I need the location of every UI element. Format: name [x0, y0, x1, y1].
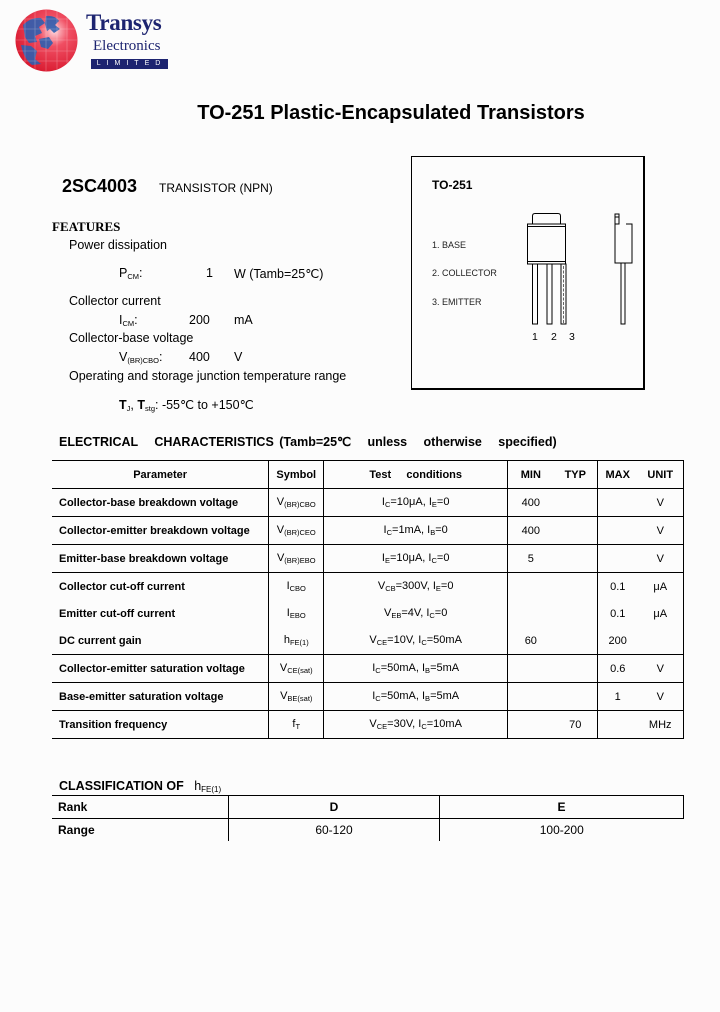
cond-subscript: C — [421, 722, 427, 731]
cond-value: =0 — [434, 607, 448, 619]
cell-symbol — [269, 517, 324, 545]
cell-unit: V — [637, 489, 683, 517]
symbol-subscript: CE(sat) — [287, 666, 313, 675]
cell-max — [598, 711, 638, 739]
cell-max: 0.6 — [598, 655, 638, 683]
symbol-main: V — [276, 552, 285, 564]
pin-label-emitter: 3. EMITTER — [432, 297, 482, 307]
cell-symbol — [269, 600, 324, 627]
cell-unit: V — [637, 683, 683, 711]
symbol-subscript: (BR)CBO — [284, 500, 316, 509]
cell-typ: 70 — [554, 711, 598, 739]
cell-test-conditions — [324, 545, 508, 573]
electrical-characteristics-table — [52, 460, 684, 739]
range-label: Range — [58, 823, 95, 837]
cell-typ — [554, 545, 598, 573]
symbol-main: V — [280, 690, 288, 702]
cell-test-conditions — [324, 711, 508, 739]
feature-current-unit: mA — [234, 313, 253, 327]
cond-value: =5mA — [430, 690, 460, 702]
feature-temp-range: $T_J$, $T_{stg}$: -55℃ to +150℃ — [119, 398, 254, 413]
cell-unit: V — [637, 545, 683, 573]
cell-test-conditions — [324, 655, 508, 683]
cond-symbol: I — [428, 496, 432, 508]
cond-subscript: B — [425, 694, 431, 703]
cell-typ — [554, 517, 598, 545]
cond-symbol: I — [421, 690, 426, 702]
symbol-main: h — [283, 634, 290, 646]
cell-min: 400 — [508, 489, 554, 517]
cond-subscript: CE — [376, 638, 388, 647]
cond-subscript: CE — [376, 722, 388, 731]
cond-symbol: I — [418, 718, 422, 730]
table-row — [52, 545, 684, 573]
symbol-subscript: T — [295, 722, 301, 731]
cond-value: =10μA, — [389, 552, 429, 564]
feature-temp-label: Operating and storage junction temperature range — [69, 369, 347, 383]
symbol-main: V — [276, 496, 285, 508]
rank-d: D — [229, 796, 440, 819]
cond-symbol: I — [418, 634, 422, 646]
cond-subscript: CB — [385, 584, 396, 593]
header-min: MIN — [508, 461, 554, 489]
cell-unit: V — [637, 655, 683, 683]
cell-typ — [554, 627, 598, 655]
cell-max — [598, 545, 638, 573]
logo-company-name: Transys — [86, 10, 162, 35]
cell-test-conditions — [324, 683, 508, 711]
cell-parameter: Base-emitter saturation voltage — [52, 683, 269, 711]
cond-symbol: V — [369, 634, 377, 646]
pin-label-base: 1. BASE — [432, 240, 467, 250]
cond-value: =50mA, — [380, 662, 422, 674]
cell-min: 400 — [508, 517, 554, 545]
cond-symbol: I — [426, 607, 430, 619]
cond-symbol: I — [381, 496, 385, 508]
header-typ: TYP — [554, 461, 598, 489]
symbol-subscript: FE(1) — [289, 638, 309, 647]
cell-max: 0.1 — [598, 573, 638, 601]
cell-min — [508, 600, 554, 627]
cond-subscript: C — [431, 556, 437, 565]
cell-min — [508, 683, 554, 711]
cond-subscript: C — [386, 528, 393, 537]
cond-value: =0 — [435, 524, 448, 536]
cell-test-conditions — [324, 517, 508, 545]
part-description: TRANSISTOR (NPN) — [159, 181, 273, 195]
cond-symbol: I — [383, 524, 387, 536]
feature-voltage-unit: V — [234, 350, 243, 364]
feature-current-value: 200 — [189, 313, 210, 327]
classification-range-row — [52, 819, 684, 842]
cell-parameter: Collector cut-off current — [59, 580, 185, 593]
cell-symbol — [269, 711, 324, 739]
features-heading: FEATURES — [52, 219, 121, 234]
cell-parameter: Collector-base breakdown voltage — [52, 489, 269, 517]
cell-parameter: Collector-emitter breakdown voltage — [52, 517, 269, 545]
cell-max: 0.1 — [598, 600, 638, 627]
symbol-main: I — [286, 580, 290, 592]
cond-value: =10V, — [387, 634, 419, 646]
cell-unit — [637, 627, 683, 655]
cond-value: =30V, — [387, 718, 419, 730]
cond-subscript: C — [429, 611, 435, 620]
cell-min — [508, 655, 554, 683]
cond-value: =50mA, — [380, 690, 422, 702]
cell-typ — [554, 655, 598, 683]
cond-value: =0 — [436, 552, 450, 564]
pin-number-3: 3 — [569, 331, 575, 343]
symbol-main: V — [279, 662, 288, 674]
cond-symbol: I — [372, 690, 376, 702]
table-row — [52, 711, 684, 739]
cond-subscript: B — [430, 528, 436, 537]
cell-typ — [554, 683, 598, 711]
cell-test-conditions — [324, 600, 508, 627]
cond-subscript: C — [375, 694, 381, 703]
cond-subscript: E — [435, 584, 441, 593]
feature-current-symbol: $I_{CM}$: — [119, 313, 138, 328]
symbol-subscript: EBO — [289, 611, 306, 620]
cond-value: =0 — [440, 580, 454, 592]
cell-unit: μA — [637, 600, 683, 627]
symbol-main: f — [292, 718, 296, 730]
table-row — [52, 600, 684, 627]
cond-value: =10mA — [426, 718, 462, 730]
cond-symbol: I — [372, 662, 376, 674]
cond-symbol: V — [377, 580, 386, 592]
part-number: 2SC4003 — [62, 176, 138, 196]
cell-symbol — [269, 573, 324, 601]
cond-value: =5mA — [430, 662, 460, 674]
cond-subscript: EB — [391, 611, 402, 620]
cond-subscript: E — [384, 556, 390, 565]
cell-test-conditions — [324, 627, 508, 655]
cell-min: 5 — [508, 545, 554, 573]
cond-symbol: I — [381, 552, 385, 564]
cell-symbol — [269, 655, 324, 683]
header-parameter: Parameter — [52, 461, 269, 489]
cell-symbol — [269, 489, 324, 517]
pin-number-2: 2 — [551, 331, 557, 343]
table-row — [52, 683, 684, 711]
cond-value: =0 — [436, 496, 450, 508]
table-row — [52, 489, 684, 517]
logo-limited-badge: LIMITED — [91, 59, 168, 69]
symbol-subscript: (BR)EBO — [284, 556, 316, 565]
cond-value: =10μA, — [390, 496, 429, 508]
feature-current-label: Collector current — [69, 294, 161, 308]
cell-test-conditions — [324, 573, 508, 601]
cell-min — [508, 711, 554, 739]
rank-e: E — [440, 796, 684, 819]
cell-typ — [554, 600, 598, 627]
cell-typ — [554, 489, 598, 517]
cond-symbol: I — [427, 524, 431, 536]
cell-max: 200 — [598, 627, 638, 655]
cell-symbol — [269, 627, 324, 655]
cond-value: =4V, — [401, 607, 427, 619]
header-unit: UNIT — [637, 461, 683, 489]
cell-unit: μA — [637, 573, 683, 601]
cell-typ — [554, 573, 598, 601]
cond-value: =1mA, — [392, 524, 428, 536]
cell-symbol — [269, 545, 324, 573]
cell-test-conditions — [324, 489, 508, 517]
globe-logo-icon — [15, 9, 78, 72]
rank-label: Rank — [52, 796, 229, 819]
feature-voltage-label: Collector-base voltage — [69, 331, 194, 345]
feature-power-unit: W (Tamb=25℃) — [234, 267, 324, 281]
cell-parameter: DC current gain — [52, 627, 269, 655]
cond-subscript: E — [431, 500, 437, 509]
cell-min — [508, 573, 554, 601]
cond-symbol: V — [369, 718, 377, 730]
table-row — [52, 655, 684, 683]
cell-parameter: Emitter cut-off current — [59, 607, 176, 620]
cell-unit: MHz — [637, 711, 683, 739]
cond-symbol: I — [421, 662, 426, 674]
package-name: TO-251 — [432, 178, 473, 192]
pin-label-collector: 2. COLLECTOR — [432, 268, 497, 278]
header-max: MAX — [598, 461, 638, 489]
cond-symbol: I — [428, 552, 432, 564]
cell-min: 60 — [508, 627, 554, 655]
cell-max — [598, 517, 638, 545]
cond-subscript: C — [375, 666, 381, 675]
header-test-conditions: Test conditions — [324, 461, 508, 489]
classification-rank-row — [52, 796, 684, 819]
cell-parameter: Collector-emitter saturation voltage — [52, 655, 269, 683]
cell-parameter: Emitter-base breakdown voltage — [52, 545, 269, 573]
electrical-characteristics-title: ELECTRICAL CHARACTERISTICS (Tamb=25℃ unless otherwise specified) — [59, 435, 557, 449]
to251-package-drawing-icon — [520, 210, 640, 330]
cell-max — [598, 489, 638, 517]
cond-symbol: V — [383, 607, 392, 619]
cond-value: =50mA — [426, 634, 462, 646]
symbol-subscript: (BR)CEO — [284, 528, 316, 537]
symbol-main: I — [286, 607, 290, 619]
symbol-subscript: CBO — [289, 584, 306, 593]
range-d: 60-120 — [229, 819, 440, 842]
cell-parameter: Transition frequency — [52, 711, 269, 739]
cond-symbol: I — [432, 580, 436, 592]
page-title: TO-251 Plastic-Encapsulated Transistors — [197, 102, 585, 124]
pin-number-1: 1 — [532, 331, 538, 343]
cell-symbol — [269, 683, 324, 711]
feature-power-label: Power dissipation — [69, 238, 167, 252]
cell-max: 1 — [598, 683, 638, 711]
table-row — [52, 573, 684, 601]
classification-title: CLASSIFICATION OF hFE(1) — [59, 779, 222, 794]
table-row — [52, 627, 684, 655]
cond-value: =300V, — [395, 580, 433, 592]
cond-subscript: C — [421, 638, 427, 647]
logo-division: Electronics — [93, 38, 161, 54]
cell-unit: V — [637, 517, 683, 545]
classification-table — [52, 795, 684, 841]
range-e: 100-200 — [440, 819, 684, 842]
symbol-main: V — [276, 524, 285, 536]
feature-power-value: 1 — [206, 266, 213, 280]
feature-voltage-value: 400 — [189, 350, 210, 364]
header-symbol: Symbol — [269, 461, 324, 489]
symbol-subscript: BE(sat) — [287, 694, 313, 703]
table-header-row — [52, 461, 684, 489]
cond-subscript: C — [384, 500, 391, 509]
cond-subscript: B — [425, 666, 431, 675]
table-row — [52, 517, 684, 545]
feature-voltage-symbol: $V_{(BR)CBO}$: — [119, 350, 163, 365]
feature-power-symbol: $P_{CM}$: — [119, 266, 143, 281]
